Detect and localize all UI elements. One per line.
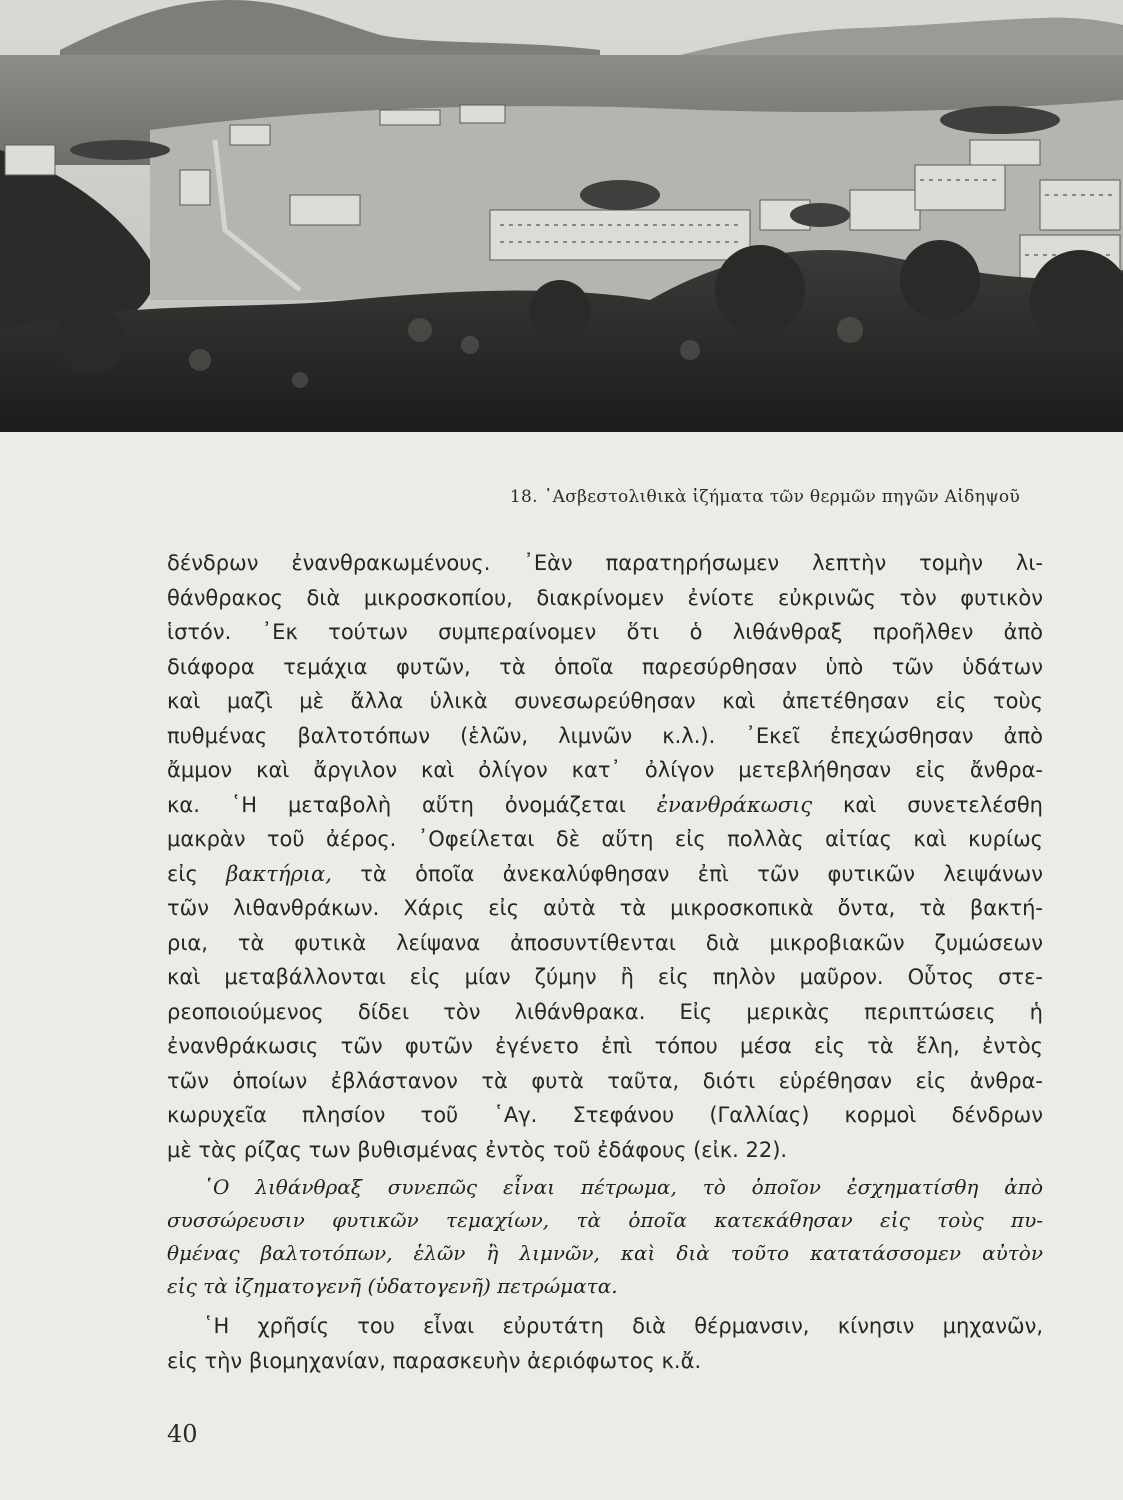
figure-caption — [320, 487, 1020, 507]
summary-line: ῾Ο λιθάνθραξ συνεπῶς εἶναι πέτρωμα, τὸ ὁποῖον ἐσχηματίσθη ἀπὸ — [203, 1175, 1043, 1199]
text-line: πυθμένας βαλτοτόπων (ἑλῶν, λιμνῶν κ.λ.). ᾿Εκεῖ ἐπεχώσθησαν ἀπὸ — [167, 723, 1043, 748]
summary-line: εἰς τὰ ἰζηματογενῆ (ὑδατογενῆ) πετρώματα. — [167, 1274, 618, 1298]
summary-line: θμένας βαλτοτόπων, ἑλῶν ἢ λιμνῶν, καὶ διὰ τοῦτο κατατάσσομεν αὐτὸν — [167, 1241, 1043, 1265]
term-enanthrakosis: ἐνανθράκωσις — [656, 792, 813, 817]
text-line: ἐνανθράκωσις τῶν φυτῶν ἐγένετο ἐπὶ τόπου μέσα εἰς τὰ ἕλη, ἐντὸς — [167, 1034, 1043, 1058]
landscape-photo — [0, 0, 1123, 432]
text-fragment: τὰ ὁποῖα ἀνεκαλύφθησαν ἐπὶ τῶν φυτικῶν λειψάνων — [331, 861, 1043, 886]
figure-number: 18. — [509, 487, 538, 507]
text-line — [167, 788, 1043, 823]
text-fragment: καὶ συνετελέσθη — [812, 792, 1043, 817]
text-line: ἱστόν. ᾿Εκ τούτων συμπεραίνομεν ὅτι ὁ λιθάνθραξ προῆλθεν ἀπὸ — [167, 620, 1043, 644]
page-number: 40 — [167, 1420, 198, 1448]
usage-line: εἰς τὴν βιομηχανίαν, παρασκευὴν ἀεριόφωτος κ.ἄ. — [167, 1348, 702, 1373]
text-line: ρια, τὰ φυτικὰ λείψανα ἀποσυντίθενται διὰ μικροβιακῶν ζυμώσεων — [167, 930, 1043, 955]
text-line: τῶν λιθανθράκων. Χάρις εἰς αὐτὰ τὰ μικροσκοπικὰ ὄντα, τὰ βακτή- — [167, 896, 1043, 920]
body-text — [167, 546, 1043, 1378]
figure-photo — [0, 0, 1123, 432]
text-line: καὶ μαζὶ μὲ ἄλλα ὑλικὰ συνεσωρεύθησαν καὶ ἀπετέθησαν εἰς τοὺς — [167, 689, 1043, 713]
term-bakteria: βακτήρια, — [226, 861, 332, 886]
text-line: καὶ μεταβάλλονται εἰς μίαν ζύμην ἢ εἰς πηλὸν μαῦρον. Οὗτος στε- — [167, 965, 1043, 989]
usage-line: ῾Η χρῆσίς του εἶναι εὐρυτάτη διὰ θέρμανσιν, κίνησιν μηχανῶν, — [203, 1314, 1043, 1338]
text-line — [167, 857, 1043, 892]
text-line: κωρυχεῖα πλησίον τοῦ ῾Αγ. Στεφάνου (Γαλλίας) κορμοὶ δένδρων — [167, 1103, 1043, 1127]
text-line: μακρὰν τοῦ ἀέρος. ᾿Οφείλεται δὲ αὕτη εἰς πολλὰς αἰτίας καὶ κυρίως — [167, 827, 1043, 851]
text-fragment: κα. ῾Η μεταβολὴ αὕτη ὀνομάζεται — [167, 792, 657, 817]
text-line: δένδρων ἐνανθρακωμένους. ᾿Εὰν παρατηρήσωμεν λεπτὴν τομὴν λι- — [167, 551, 1043, 575]
text-line: ρεοποιούμενος δίδει τὸν λιθάνθρακα. Εἰς μερικὰς περιπτώσεις ἡ — [167, 999, 1043, 1024]
main-paragraph — [167, 546, 1043, 1167]
text-line: τῶν ὁποίων ἐβλάστανον τὰ φυτὰ ταῦτα, διότι εὑρέθησαν εἰς ἀνθρα- — [167, 1068, 1043, 1093]
text-line: διάφορα τεμάχια φυτῶν, τὰ ὁποῖα παρεσύρθησαν ὑπὸ τῶν ὑδάτων — [167, 654, 1043, 679]
usage-paragraph — [167, 1309, 1043, 1378]
summary-line: συσσώρευσιν φυτικῶν τεμαχίων, τὰ ὁποῖα κατεκάθησαν εἰς τοὺς πυ- — [167, 1208, 1043, 1232]
figure-caption-text: ᾿Ασβεστολιθικὰ ἰζήματα τῶν θερμῶν πηγῶν Αἰδηψοῦ — [543, 487, 1020, 507]
text-line: μὲ τὰς ρίζας των βυθισμένας ἐντὸς τοῦ ἐδάφους (εἰκ. 22). — [167, 1137, 788, 1162]
summary-paragraph — [167, 1171, 1043, 1303]
text-fragment: εἰς — [167, 861, 227, 886]
text-line: θάνθρακος διὰ μικροσκοπίου, διακρίνομεν ἐνίοτε εὐκρινῶς τὸν φυτικὸν — [167, 585, 1043, 610]
text-line: ἄμμον καὶ ἄργιλον καὶ ὀλίγον κατ᾿ ὀλίγον μετεβλήθησαν εἰς ἄνθρα- — [167, 758, 1043, 782]
